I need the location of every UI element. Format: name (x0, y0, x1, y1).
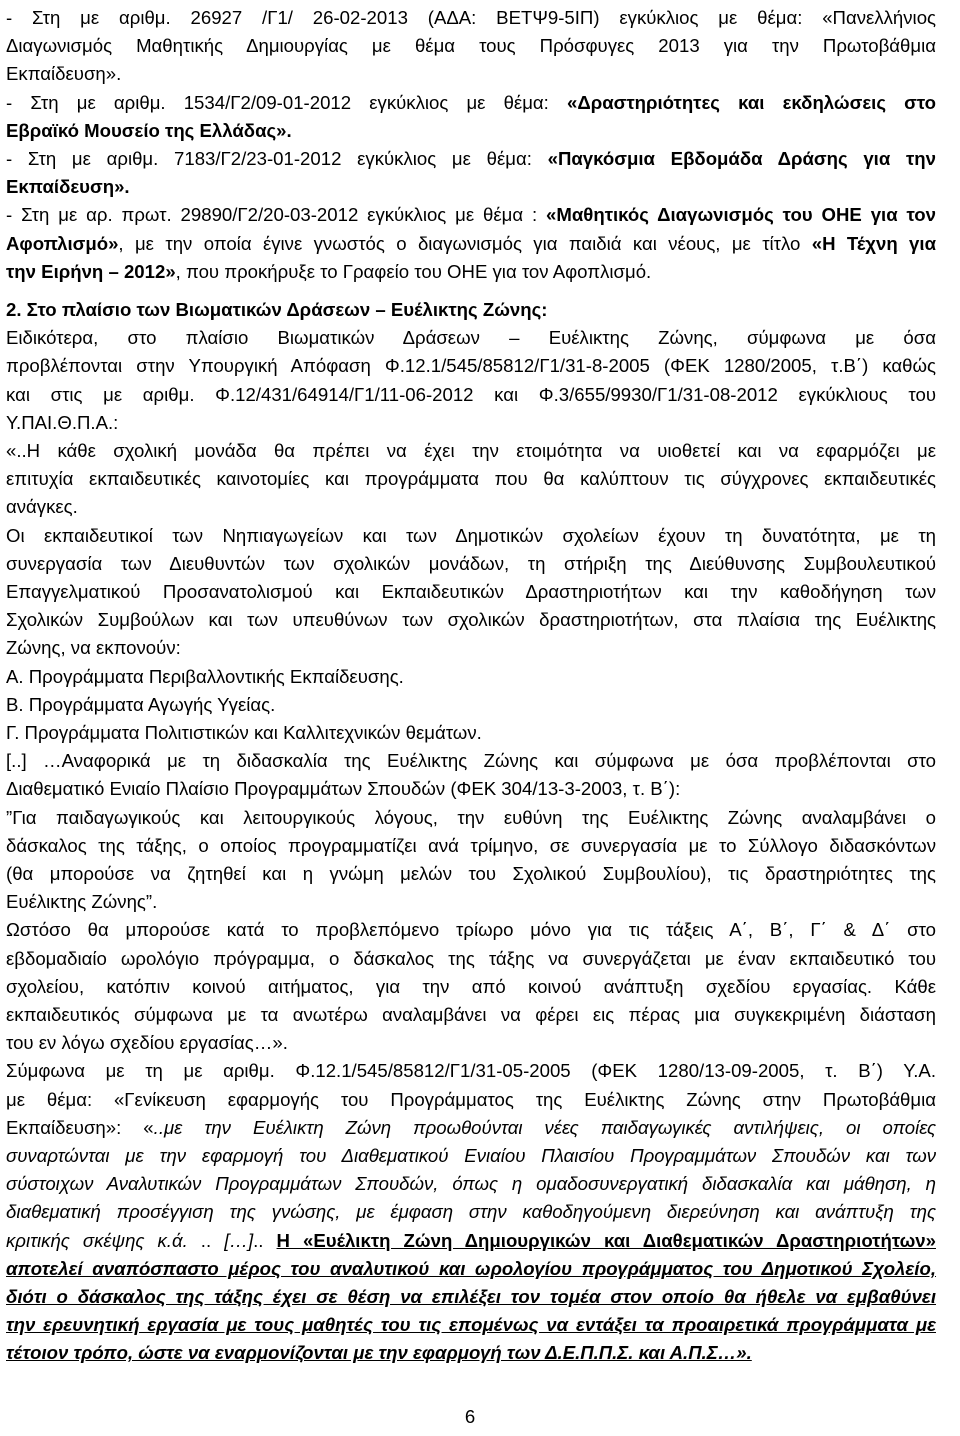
text-line-45 (6, 1254, 936, 1284)
text-line-10 (6, 257, 936, 287)
text-line-36 (6, 1000, 936, 1030)
text-line-7 (6, 172, 936, 202)
text-line-44 (6, 1226, 936, 1256)
text-line-10-segment-2: , που προκήρυξε το Γραφείο του ΟΗΕ για τον Αφοπλισμό. (175, 260, 652, 282)
text-line-47 (6, 1310, 936, 1340)
text-line-8-segment-1: - Στη με αρ. πρωτ. 29890/Γ2/20-03-2012 εγκύκλιος με θέμα : (6, 204, 547, 226)
text-line-43 (6, 1197, 936, 1227)
text-line-32 (6, 887, 936, 917)
text-line-3-segment-1: Εκπαίδευση». (6, 63, 122, 85)
text-line-39-segment-1: με θέμα: «Γενίκευση εφαρμογής του Προγράμματος της Ευέλικτης Ζώνης στην Πρωτοβάθμια (6, 1088, 936, 1110)
text-line-12-segment-1: Ειδικότερα, στο πλαίσιο Βιωματικών Δράσεων – Ευέλικτης Ζώνης, σύμφωνα με όσα (6, 327, 936, 349)
text-line-39 (6, 1085, 936, 1115)
text-line-19-segment-1: Οι εκπαιδευτικοί των Νηπιαγωγείων και των Δημοτικών σχολείων έχουν τη δυνατότητα, με τη (6, 524, 936, 546)
text-line-22-segment-1: Σχολικών Συμβούλων και των υπευθύνων των σχολικών δραστηριοτήτων, στα πλαίσια της Ευέλικτης (6, 609, 936, 631)
text-line-44-segment-1: κριτικής σκέψης κ.ά. (6, 1229, 188, 1251)
text-line-12 (6, 323, 936, 353)
text-line-43-segment-1: διαθεματική προσέγγιση της γνώσης, με έμφαση στην καθοδηγούμενη διερεύνηση και ανάπτυξη της (6, 1201, 936, 1223)
text-line-29 (6, 803, 936, 833)
text-line-5 (6, 116, 936, 146)
text-line-35 (6, 972, 936, 1002)
text-line-9 (6, 229, 936, 259)
text-line-45-segment-1: αποτελεί αναπόσπαστο μέρος του αναλυτικού και ωρολογίου προγράμματος του Δημοτικού Σχολείο, (6, 1257, 936, 1279)
text-line-40 (6, 1113, 936, 1143)
text-line-30 (6, 831, 936, 861)
text-line-24 (6, 662, 936, 692)
text-line-34-segment-1: εβδομαδιαίο ωρολόγιο πρόγραμμα, ο δάσκαλος της τάξης να συνεργάζεται με έναν εκπαιδευτικό του (6, 947, 936, 969)
text-line-47-segment-1: την ερευνητική εργασία με τους μαθητές του τις επομένως να εντάξει τα προαιρετικά προγράμματα με (6, 1314, 936, 1336)
text-line-4-segment-1: - Στη με αριθμ. 1534/Γ2/09-01-2012 εγκύκλιος με θέμα: (6, 91, 567, 113)
text-line-44-segment-3: […] (224, 1229, 254, 1251)
text-line-6 (6, 144, 936, 174)
text-line-23 (6, 633, 936, 663)
text-line-34 (6, 944, 936, 974)
text-line-28-segment-1: Διαθεματικό Ενιαίο Πλαίσιο Προγραμμάτων Σπουδών (ΦΕΚ 304/13-3-2003, τ. Β΄): (6, 778, 681, 800)
text-line-18-segment-1: ανάγκες. (6, 496, 78, 518)
text-line-16 (6, 436, 936, 466)
text-line-28 (6, 774, 936, 804)
text-line-3 (6, 59, 936, 89)
text-line-42-segment-1: σύστοιχων Αναλυτικών Προγραμμάτων Σπουδών, όπως η ομαδοσυνεργατική διδασκαλία και μάθηση, η (6, 1173, 936, 1195)
text-line-44-segment-5: Η «Ευέλικτη Ζώνη Δημιουργικών και Διαθεματικών Δραστηριοτήτων» (276, 1229, 936, 1251)
text-line-1-segment-1: - Στη με αριθμ. 26927 /Γ1/ 26-02-2013 (ΑΔΑ: ΒΕΤΨ9-5ΙΠ) εγκύκλιος με θέμα: «Πανελλήνιος (6, 7, 936, 28)
text-line-26 (6, 718, 936, 748)
text-line-1 (6, 3, 936, 33)
text-line-46 (6, 1282, 936, 1312)
text-line-6-segment-1: - Στη με αριθμ. 7183/Γ2/23-01-2012 εγκύκλιος με θέμα: (6, 148, 548, 169)
text-line-20 (6, 549, 936, 579)
text-line-35-segment-1: σχολείου, κατόπιν κοινού αιτήματος, για την από κοινού ανάπτυξη σχεδίου εργασίας. Κάθε (6, 975, 936, 997)
text-line-19 (6, 521, 936, 551)
text-line-5-segment-1: Εβραϊκό Μουσείο της Ελλάδας». (6, 119, 292, 141)
text-line-18 (6, 492, 936, 522)
text-line-44-segment-4: .. (253, 1229, 277, 1251)
text-line-36-segment-1: εκπαιδευτικός σύμφωνα με τα ανωτέρω αναλαμβάνει να φέρει εις πέρας μια συγκεκριμένη διάσταση (6, 1004, 936, 1025)
text-line-26-segment-1: Γ. Προγράμματα Πολιτιστικών και Καλλιτεχνικών θεμάτων. (6, 722, 482, 743)
page-number: 6 (464, 1406, 476, 1427)
text-line-21 (6, 577, 936, 607)
text-line-8-segment-2: «Μαθητικός Διαγωνισμός του ΟΗΕ για τον (546, 204, 936, 226)
text-line-30-segment-1: δάσκαλος της τάξης, ο οποίος προγραμματίζει ανά τρίμηνο, σε συνεργασία με το Σύλλογο διδασκόντων (6, 834, 936, 856)
text-line-27-segment-1: [..] …Αναφορικά με τη διδασκαλία της Ευέλικτης Ζώνης και σύμφωνα με όσα προβλέπονται στο (6, 750, 936, 772)
text-line-6-segment-2: «Παγκόσμια Εβδομάδα Δράσης για την (547, 148, 936, 169)
text-line-38 (6, 1056, 936, 1086)
text-line-48-segment-1: τέτοιον τρόπο, ώστε να εναρμονίζονται με την εφαρμογή των Δ.Ε.Π.Π.Σ. και Α.Π.Σ…». (6, 1342, 752, 1364)
text-line-29-segment-1: ”Για παιδαγωγικούς και λειτουργικούς λόγους, την ευθύνη της Ευέλικτης Ζώνης αναλαμβάνει ο (6, 806, 936, 828)
text-line-9-segment-1: Αφοπλισμό» (6, 232, 119, 254)
text-line-8 (6, 200, 936, 230)
text-line-11-segment-1: 2. Στο πλαίσιο των Βιωματικών Δράσεων – Ευέλικτης Ζώνης: (6, 299, 548, 320)
text-line-31 (6, 859, 936, 889)
text-line-41 (6, 1141, 936, 1171)
text-line-11 (6, 295, 936, 325)
text-line-17 (6, 464, 936, 494)
text-line-13 (6, 351, 936, 381)
text-line-33-segment-1: Ωστόσο θα μπορούσε κατά το προβλεπόμενο τρίωρο μόνο για τις τάξεις Α΄, Β΄, Γ΄ & Δ΄ στο (6, 919, 936, 941)
text-line-31-segment-1: (θα μπορούσε να ζητηθεί και η γνώμη μελών του Σχολικού Συμβουλίου), τις δραστηριότητες της (6, 863, 936, 884)
text-line-15 (6, 408, 936, 438)
text-line-48 (6, 1338, 936, 1368)
text-line-40-segment-2: ..με την Ευέλικτη Ζώνη προωθούνται νέες παιδαγωγικές αντιλήψεις, οι οποίες (153, 1116, 936, 1138)
text-line-13-segment-1: προβλέπονται στην Υπουργική Απόφαση Φ.12.1/545/85812/Γ1/31-8-2005 (ΦΕΚ 1280/2005, τ.Β΄) καθώς (6, 355, 936, 377)
text-line-2-segment-1: Διαγωνισμός Μαθητικής Δημιουργίας με θέμα τους Πρόσφυγες 2013 για την Πρωτοβάθμια (6, 35, 936, 57)
text-line-23-segment-1: Ζώνης, να εκπονούν: (6, 637, 181, 659)
text-line-37 (6, 1028, 936, 1058)
text-line-9-segment-3: «Η Τέχνη για (811, 232, 936, 254)
text-line-14 (6, 380, 936, 410)
text-line-17-segment-1: επιτυχία εκπαιδευτικές καινοτομίες και προγράμματα που θα καλύπτουν τις σύγχρονες εκπαιδευτικές (6, 468, 936, 490)
text-line-22 (6, 605, 936, 635)
text-line-33 (6, 915, 936, 945)
text-line-20-segment-1: συνεργασία των Διευθυντών των σχολικών μονάδων, τη στήριξη της Διεύθυνσης Συμβουλευτικού (6, 552, 936, 574)
text-line-46-segment-1: διότι ο δάσκαλος της τάξης έχει σε θέση να επιλέξει τον τομέα στον οποίο θα ήθελε να εμβαθύνει (6, 1286, 936, 1307)
text-line-25-segment-1: Β. Προγράμματα Αγωγής Υγείας. (6, 693, 276, 715)
text-line-27 (6, 746, 936, 776)
text-line-40-segment-1: Εκπαίδευση»: « (6, 1116, 154, 1138)
text-line-15-segment-1: Υ.ΠΑΙ.Θ.Π.Α.: (6, 411, 119, 433)
text-line-16-segment-1: «..Η κάθε σχολική μονάδα θα πρέπει να έχει την ετοιμότητα να υιοθετεί και να εφαρμόζει με (6, 440, 936, 461)
text-line-4-segment-2: «Δραστηριότητες και εκδηλώσεις στο (567, 91, 936, 113)
text-line-32-segment-1: Ευέλικτης Ζώνης”. (6, 891, 158, 913)
text-line-2 (6, 31, 936, 61)
text-line-24-segment-1: Α. Προγράμματα Περιβαλλοντικής Εκπαίδευσης. (6, 665, 404, 687)
text-line-44-segment-2: .. (187, 1229, 225, 1251)
text-line-14-segment-1: και στις με αριθμ. Φ.12/431/64914/Γ1/11-06-2012 και Φ.3/655/9930/Γ1/31-08-2012 εγκύκλιους του (6, 383, 936, 405)
text-line-10-segment-1: την Ειρήνη – 2012» (6, 260, 176, 282)
text-line-38-segment-1: Σύμφωνα με τη με αριθμ. Φ.12.1/545/85812/Γ1/31-05-2005 (ΦΕΚ 1280/13-09-2005, τ. Β΄) Υ.Α. (6, 1060, 936, 1082)
text-line-7-segment-1: Εκπαίδευση». (6, 176, 130, 198)
text-line-25 (6, 690, 936, 720)
text-line-9-segment-2: , με την οποία έγινε γνωστός ο διαγωνισμός για παιδιά και νέους, με τίτλο (118, 232, 812, 254)
text-line-21-segment-1: Επαγγελματικού Προσανατολισμού και Εκπαιδευτικών Δραστηριοτήτων και την καθοδήγηση των (6, 581, 936, 602)
text-line-42 (6, 1169, 936, 1199)
text-line-4 (6, 88, 936, 118)
text-line-41-segment-1: συναρτώνται με την εφαρμογή του Διαθεματικού Ενιαίου Πλαισίου Προγραμμάτων Σπουδών και των (6, 1145, 936, 1166)
text-line-37-segment-1: του εν λόγω σχεδίου εργασίας…». (6, 1032, 288, 1054)
